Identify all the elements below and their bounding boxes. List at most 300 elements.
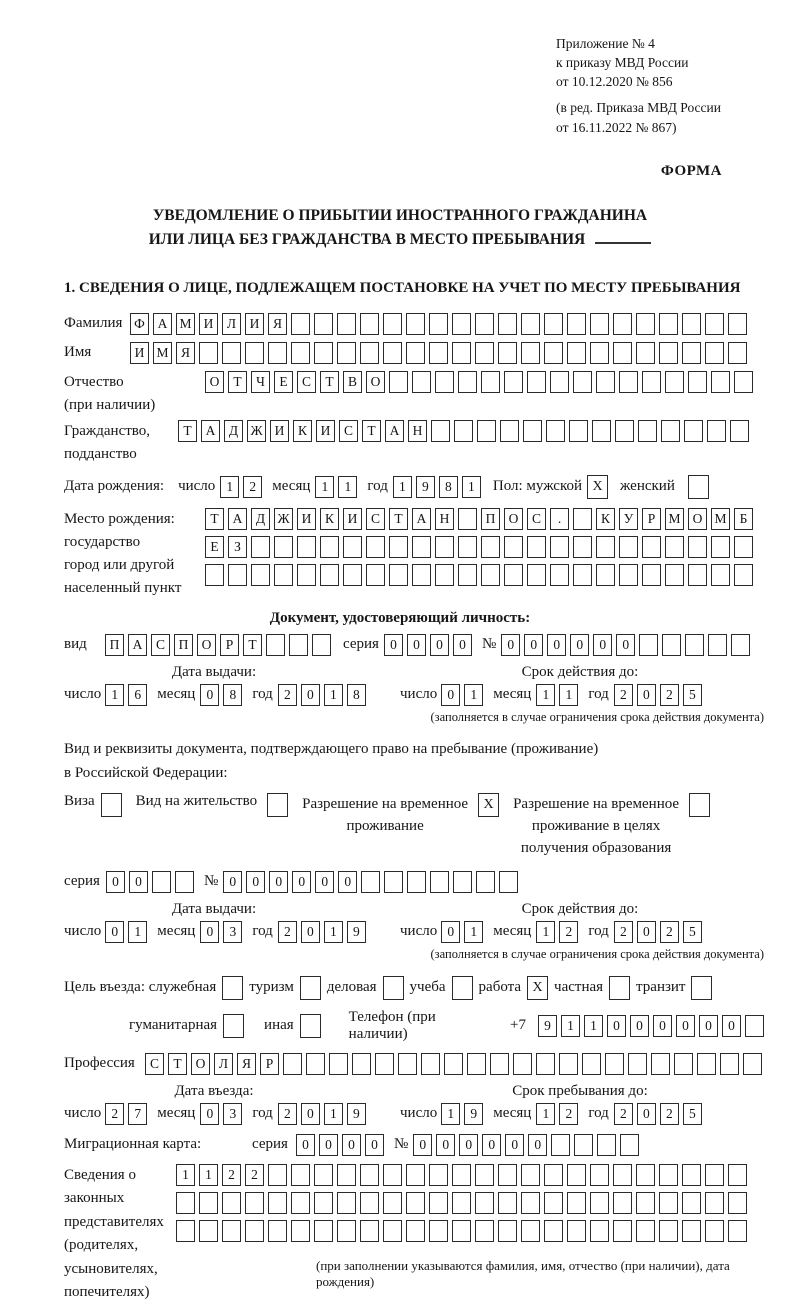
char-cell[interactable]: 0 (637, 921, 656, 943)
char-cell[interactable]: 0 (436, 1134, 455, 1156)
char-cell[interactable]: А (153, 313, 172, 335)
char-cell[interactable]: 0 (722, 1015, 741, 1037)
char-cell[interactable]: С (145, 1053, 164, 1075)
char-cell[interactable] (312, 634, 331, 656)
char-cell[interactable] (421, 1053, 440, 1075)
char-cell[interactable] (320, 536, 339, 558)
char-cell[interactable] (544, 342, 563, 364)
char-cell[interactable] (352, 1053, 371, 1075)
representatives-row3-cells[interactable] (176, 1220, 764, 1242)
char-cell[interactable]: Ж (247, 420, 266, 442)
char-cell[interactable] (251, 536, 270, 558)
char-cell[interactable]: Ж (274, 508, 293, 530)
char-cell[interactable]: 2 (614, 684, 633, 706)
char-cell[interactable] (360, 342, 379, 364)
char-cell[interactable] (398, 1053, 417, 1075)
char-cell[interactable] (659, 1192, 678, 1214)
char-cell[interactable] (458, 371, 477, 393)
char-cell[interactable] (711, 536, 730, 558)
char-cell[interactable] (636, 342, 655, 364)
char-cell[interactable] (711, 371, 730, 393)
char-cell[interactable]: 0 (637, 1103, 656, 1125)
char-cell[interactable] (674, 1053, 693, 1075)
char-cell[interactable] (745, 1015, 764, 1037)
char-cell[interactable]: 9 (347, 1103, 366, 1125)
char-cell[interactable] (475, 1220, 494, 1242)
char-cell[interactable]: 0 (570, 634, 589, 656)
char-cell[interactable] (314, 313, 333, 335)
char-cell[interactable] (429, 342, 448, 364)
char-cell[interactable] (613, 342, 632, 364)
char-cell[interactable] (659, 1164, 678, 1186)
migration-series-cells[interactable] (296, 1134, 384, 1156)
char-cell[interactable] (573, 536, 592, 558)
doc-valid-day[interactable] (441, 684, 483, 706)
char-cell[interactable] (406, 1164, 425, 1186)
char-cell[interactable] (642, 564, 661, 586)
char-cell[interactable] (582, 1053, 601, 1075)
char-cell[interactable]: О (191, 1053, 210, 1075)
char-cell[interactable]: С (366, 508, 385, 530)
char-cell[interactable]: 0 (630, 1015, 649, 1037)
char-cell[interactable]: Д (251, 508, 270, 530)
sex-female-checkbox[interactable] (688, 475, 709, 499)
char-cell[interactable]: 5 (683, 921, 702, 943)
char-cell[interactable] (343, 564, 362, 586)
char-cell[interactable]: Ч (251, 371, 270, 393)
char-cell[interactable]: 0 (653, 1015, 672, 1037)
char-cell[interactable]: 1 (324, 921, 343, 943)
char-cell[interactable]: Р (642, 508, 661, 530)
char-cell[interactable] (499, 871, 518, 893)
char-cell[interactable]: Т (362, 420, 381, 442)
resdoc-issue-day[interactable] (105, 921, 147, 943)
char-cell[interactable] (615, 420, 634, 442)
char-cell[interactable]: С (527, 508, 546, 530)
char-cell[interactable] (176, 1220, 195, 1242)
char-cell[interactable] (383, 313, 402, 335)
char-cell[interactable] (467, 1053, 486, 1075)
char-cell[interactable] (490, 1053, 509, 1075)
char-cell[interactable]: О (504, 508, 523, 530)
char-cell[interactable] (734, 536, 753, 558)
char-cell[interactable] (360, 1220, 379, 1242)
char-cell[interactable] (337, 1192, 356, 1214)
char-cell[interactable] (551, 1134, 570, 1156)
char-cell[interactable]: 0 (292, 871, 311, 893)
char-cell[interactable]: 1 (584, 1015, 603, 1037)
birth-month-cells[interactable] (315, 476, 357, 498)
char-cell[interactable] (705, 342, 724, 364)
char-cell[interactable] (297, 536, 316, 558)
char-cell[interactable] (476, 871, 495, 893)
char-cell[interactable]: А (412, 508, 431, 530)
char-cell[interactable] (412, 371, 431, 393)
char-cell[interactable] (283, 1053, 302, 1075)
char-cell[interactable] (705, 313, 724, 335)
char-cell[interactable]: 0 (246, 871, 265, 893)
char-cell[interactable] (597, 1134, 616, 1156)
char-cell[interactable]: 0 (338, 871, 357, 893)
char-cell[interactable] (383, 1220, 402, 1242)
char-cell[interactable] (389, 371, 408, 393)
char-cell[interactable] (619, 536, 638, 558)
char-cell[interactable] (536, 1053, 555, 1075)
char-cell[interactable] (389, 564, 408, 586)
stay-until-year[interactable] (614, 1103, 702, 1125)
birthplace-row1-cells[interactable] (205, 508, 753, 530)
char-cell[interactable] (550, 564, 569, 586)
char-cell[interactable] (605, 1053, 624, 1075)
char-cell[interactable] (613, 1220, 632, 1242)
name-cells[interactable] (130, 342, 747, 364)
purpose-business-checkbox[interactable] (222, 976, 243, 1000)
char-cell[interactable] (337, 1164, 356, 1186)
char-cell[interactable] (268, 342, 287, 364)
purpose-work-checkbox[interactable]: X (527, 976, 548, 1000)
char-cell[interactable] (527, 371, 546, 393)
char-cell[interactable]: 0 (200, 921, 219, 943)
char-cell[interactable] (730, 420, 749, 442)
char-cell[interactable]: Л (214, 1053, 233, 1075)
char-cell[interactable] (544, 1192, 563, 1214)
doc-issue-month[interactable] (200, 684, 242, 706)
char-cell[interactable]: П (481, 508, 500, 530)
char-cell[interactable] (360, 313, 379, 335)
birth-year-cells[interactable] (393, 476, 481, 498)
char-cell[interactable] (389, 536, 408, 558)
char-cell[interactable] (705, 1164, 724, 1186)
char-cell[interactable]: 0 (200, 1103, 219, 1125)
char-cell[interactable] (337, 313, 356, 335)
char-cell[interactable] (504, 371, 523, 393)
char-cell[interactable] (407, 871, 426, 893)
char-cell[interactable]: П (105, 634, 124, 656)
temp-residence-education-checkbox[interactable] (689, 793, 710, 817)
char-cell[interactable] (504, 536, 523, 558)
char-cell[interactable]: 0 (482, 1134, 501, 1156)
char-cell[interactable] (728, 313, 747, 335)
char-cell[interactable] (665, 371, 684, 393)
char-cell[interactable]: 1 (561, 1015, 580, 1037)
char-cell[interactable]: Ф (130, 313, 149, 335)
char-cell[interactable] (429, 1220, 448, 1242)
char-cell[interactable] (500, 420, 519, 442)
char-cell[interactable] (337, 1220, 356, 1242)
char-cell[interactable]: 1 (324, 1103, 343, 1125)
char-cell[interactable] (430, 871, 449, 893)
char-cell[interactable]: А (228, 508, 247, 530)
char-cell[interactable] (613, 1192, 632, 1214)
resdoc-issue-year[interactable] (278, 921, 366, 943)
entry-year[interactable] (278, 1103, 366, 1125)
char-cell[interactable] (314, 1220, 333, 1242)
char-cell[interactable] (199, 342, 218, 364)
char-cell[interactable] (596, 371, 615, 393)
char-cell[interactable] (636, 1220, 655, 1242)
char-cell[interactable] (291, 1192, 310, 1214)
entry-month[interactable] (200, 1103, 242, 1125)
char-cell[interactable]: М (711, 508, 730, 530)
char-cell[interactable] (743, 1053, 762, 1075)
char-cell[interactable]: 2 (278, 684, 297, 706)
char-cell[interactable] (498, 313, 517, 335)
char-cell[interactable]: В (343, 371, 362, 393)
char-cell[interactable] (550, 371, 569, 393)
char-cell[interactable]: 8 (439, 476, 458, 498)
char-cell[interactable] (475, 313, 494, 335)
char-cell[interactable]: 2 (559, 921, 578, 943)
char-cell[interactable]: 2 (614, 921, 633, 943)
citizenship-cells[interactable] (178, 420, 749, 442)
resdoc-valid-day[interactable] (441, 921, 483, 943)
char-cell[interactable] (429, 1192, 448, 1214)
char-cell[interactable] (361, 871, 380, 893)
char-cell[interactable]: 0 (301, 921, 320, 943)
char-cell[interactable] (682, 342, 701, 364)
char-cell[interactable] (222, 342, 241, 364)
char-cell[interactable] (477, 420, 496, 442)
char-cell[interactable] (452, 1192, 471, 1214)
char-cell[interactable] (383, 342, 402, 364)
char-cell[interactable]: Т (168, 1053, 187, 1075)
char-cell[interactable]: С (339, 420, 358, 442)
purpose-private-checkbox[interactable] (609, 976, 630, 1000)
char-cell[interactable]: Е (205, 536, 224, 558)
char-cell[interactable] (245, 342, 264, 364)
resdoc-valid-year[interactable] (614, 921, 702, 943)
char-cell[interactable]: 0 (365, 1134, 384, 1156)
migration-number-cells[interactable] (413, 1134, 639, 1156)
char-cell[interactable]: 0 (430, 634, 449, 656)
char-cell[interactable]: 2 (660, 684, 679, 706)
char-cell[interactable]: К (596, 508, 615, 530)
birthplace-row3-cells[interactable] (205, 564, 753, 586)
char-cell[interactable]: М (665, 508, 684, 530)
char-cell[interactable] (521, 1192, 540, 1214)
doc-number-cells[interactable] (501, 634, 750, 656)
char-cell[interactable]: 1 (462, 476, 481, 498)
char-cell[interactable]: 1 (199, 1164, 218, 1186)
char-cell[interactable] (320, 564, 339, 586)
char-cell[interactable] (685, 634, 704, 656)
char-cell[interactable] (544, 1220, 563, 1242)
char-cell[interactable]: 0 (528, 1134, 547, 1156)
char-cell[interactable]: И (297, 508, 316, 530)
profession-cells[interactable] (145, 1053, 762, 1075)
char-cell[interactable]: 5 (683, 1103, 702, 1125)
char-cell[interactable] (375, 1053, 394, 1075)
char-cell[interactable] (550, 536, 569, 558)
char-cell[interactable]: И (343, 508, 362, 530)
char-cell[interactable]: Е (274, 371, 293, 393)
char-cell[interactable] (274, 536, 293, 558)
char-cell[interactable]: 1 (464, 684, 483, 706)
char-cell[interactable]: 2 (243, 476, 262, 498)
char-cell[interactable] (559, 1053, 578, 1075)
char-cell[interactable] (205, 564, 224, 586)
char-cell[interactable] (590, 1220, 609, 1242)
char-cell[interactable] (291, 342, 310, 364)
char-cell[interactable] (498, 1192, 517, 1214)
char-cell[interactable]: С (297, 371, 316, 393)
char-cell[interactable]: 0 (441, 921, 460, 943)
char-cell[interactable]: 2 (559, 1103, 578, 1125)
char-cell[interactable] (337, 342, 356, 364)
char-cell[interactable] (268, 1192, 287, 1214)
char-cell[interactable] (498, 1220, 517, 1242)
char-cell[interactable] (661, 420, 680, 442)
char-cell[interactable]: 1 (441, 1103, 460, 1125)
char-cell[interactable]: 0 (129, 871, 148, 893)
char-cell[interactable]: Я (268, 313, 287, 335)
char-cell[interactable]: 0 (413, 1134, 432, 1156)
char-cell[interactable] (383, 1164, 402, 1186)
char-cell[interactable] (429, 1164, 448, 1186)
char-cell[interactable] (527, 536, 546, 558)
doc-type-cells[interactable] (105, 634, 331, 656)
char-cell[interactable] (306, 1053, 325, 1075)
char-cell[interactable] (481, 536, 500, 558)
char-cell[interactable] (360, 1164, 379, 1186)
char-cell[interactable]: 3 (223, 1103, 242, 1125)
char-cell[interactable] (435, 536, 454, 558)
birthplace-row2-cells[interactable] (205, 536, 753, 558)
char-cell[interactable] (176, 1192, 195, 1214)
char-cell[interactable] (199, 1220, 218, 1242)
char-cell[interactable] (659, 342, 678, 364)
char-cell[interactable] (314, 1192, 333, 1214)
char-cell[interactable] (707, 420, 726, 442)
char-cell[interactable] (688, 564, 707, 586)
char-cell[interactable]: 9 (538, 1015, 557, 1037)
char-cell[interactable]: 0 (342, 1134, 361, 1156)
char-cell[interactable]: 1 (128, 921, 147, 943)
char-cell[interactable] (567, 1164, 586, 1186)
char-cell[interactable]: И (245, 313, 264, 335)
char-cell[interactable]: О (197, 634, 216, 656)
char-cell[interactable] (523, 420, 542, 442)
char-cell[interactable]: 5 (683, 684, 702, 706)
char-cell[interactable] (360, 1192, 379, 1214)
char-cell[interactable] (266, 634, 285, 656)
char-cell[interactable] (245, 1192, 264, 1214)
char-cell[interactable] (544, 1164, 563, 1186)
doc-valid-month[interactable] (536, 684, 578, 706)
patronymic-cells[interactable] (205, 371, 753, 393)
char-cell[interactable]: П (174, 634, 193, 656)
char-cell[interactable]: 0 (106, 871, 125, 893)
char-cell[interactable] (573, 371, 592, 393)
char-cell[interactable]: А (385, 420, 404, 442)
char-cell[interactable]: Р (260, 1053, 279, 1075)
resdoc-number-cells[interactable] (223, 871, 518, 893)
char-cell[interactable]: 0 (547, 634, 566, 656)
char-cell[interactable]: 1 (393, 476, 412, 498)
char-cell[interactable]: 2 (278, 1103, 297, 1125)
char-cell[interactable]: Я (237, 1053, 256, 1075)
char-cell[interactable] (297, 564, 316, 586)
char-cell[interactable]: 9 (347, 921, 366, 943)
char-cell[interactable] (590, 342, 609, 364)
char-cell[interactable] (458, 536, 477, 558)
char-cell[interactable]: 0 (501, 634, 520, 656)
char-cell[interactable]: К (293, 420, 312, 442)
char-cell[interactable]: М (153, 342, 172, 364)
char-cell[interactable]: 0 (301, 1103, 320, 1125)
char-cell[interactable] (596, 536, 615, 558)
char-cell[interactable] (481, 371, 500, 393)
char-cell[interactable] (573, 508, 592, 530)
char-cell[interactable] (567, 1220, 586, 1242)
char-cell[interactable] (734, 371, 753, 393)
char-cell[interactable]: 0 (453, 634, 472, 656)
char-cell[interactable] (636, 313, 655, 335)
representatives-row1-cells[interactable] (176, 1164, 764, 1186)
char-cell[interactable]: И (130, 342, 149, 364)
char-cell[interactable] (628, 1053, 647, 1075)
doc-valid-year[interactable] (614, 684, 702, 706)
char-cell[interactable]: 0 (593, 634, 612, 656)
char-cell[interactable]: 1 (105, 684, 124, 706)
char-cell[interactable]: 0 (616, 634, 635, 656)
char-cell[interactable] (569, 420, 588, 442)
char-cell[interactable] (688, 371, 707, 393)
char-cell[interactable] (453, 871, 472, 893)
char-cell[interactable]: О (205, 371, 224, 393)
residence-permit-checkbox[interactable] (267, 793, 288, 817)
char-cell[interactable]: Т (243, 634, 262, 656)
char-cell[interactable]: Я (176, 342, 195, 364)
char-cell[interactable] (711, 564, 730, 586)
char-cell[interactable] (651, 1053, 670, 1075)
char-cell[interactable] (659, 313, 678, 335)
char-cell[interactable]: 9 (416, 476, 435, 498)
char-cell[interactable]: 1 (324, 684, 343, 706)
resdoc-valid-month[interactable] (536, 921, 578, 943)
char-cell[interactable] (475, 1164, 494, 1186)
entry-day[interactable] (105, 1103, 147, 1125)
char-cell[interactable] (639, 634, 658, 656)
char-cell[interactable]: 1 (536, 1103, 555, 1125)
char-cell[interactable]: 9 (464, 1103, 483, 1125)
char-cell[interactable] (366, 564, 385, 586)
char-cell[interactable] (665, 536, 684, 558)
char-cell[interactable]: 1 (176, 1164, 195, 1186)
char-cell[interactable]: М (176, 313, 195, 335)
char-cell[interactable]: 2 (660, 1103, 679, 1125)
char-cell[interactable]: 0 (505, 1134, 524, 1156)
char-cell[interactable] (613, 313, 632, 335)
char-cell[interactable] (245, 1220, 264, 1242)
char-cell[interactable] (412, 564, 431, 586)
char-cell[interactable] (567, 342, 586, 364)
char-cell[interactable] (406, 313, 425, 335)
char-cell[interactable]: 0 (637, 684, 656, 706)
char-cell[interactable]: 0 (200, 684, 219, 706)
char-cell[interactable] (731, 634, 750, 656)
char-cell[interactable] (343, 536, 362, 558)
char-cell[interactable] (274, 564, 293, 586)
char-cell[interactable] (546, 420, 565, 442)
char-cell[interactable] (728, 342, 747, 364)
char-cell[interactable]: 0 (699, 1015, 718, 1037)
char-cell[interactable]: Б (734, 508, 753, 530)
char-cell[interactable]: Т (228, 371, 247, 393)
char-cell[interactable] (596, 564, 615, 586)
char-cell[interactable] (268, 1164, 287, 1186)
stay-until-month[interactable] (536, 1103, 578, 1125)
